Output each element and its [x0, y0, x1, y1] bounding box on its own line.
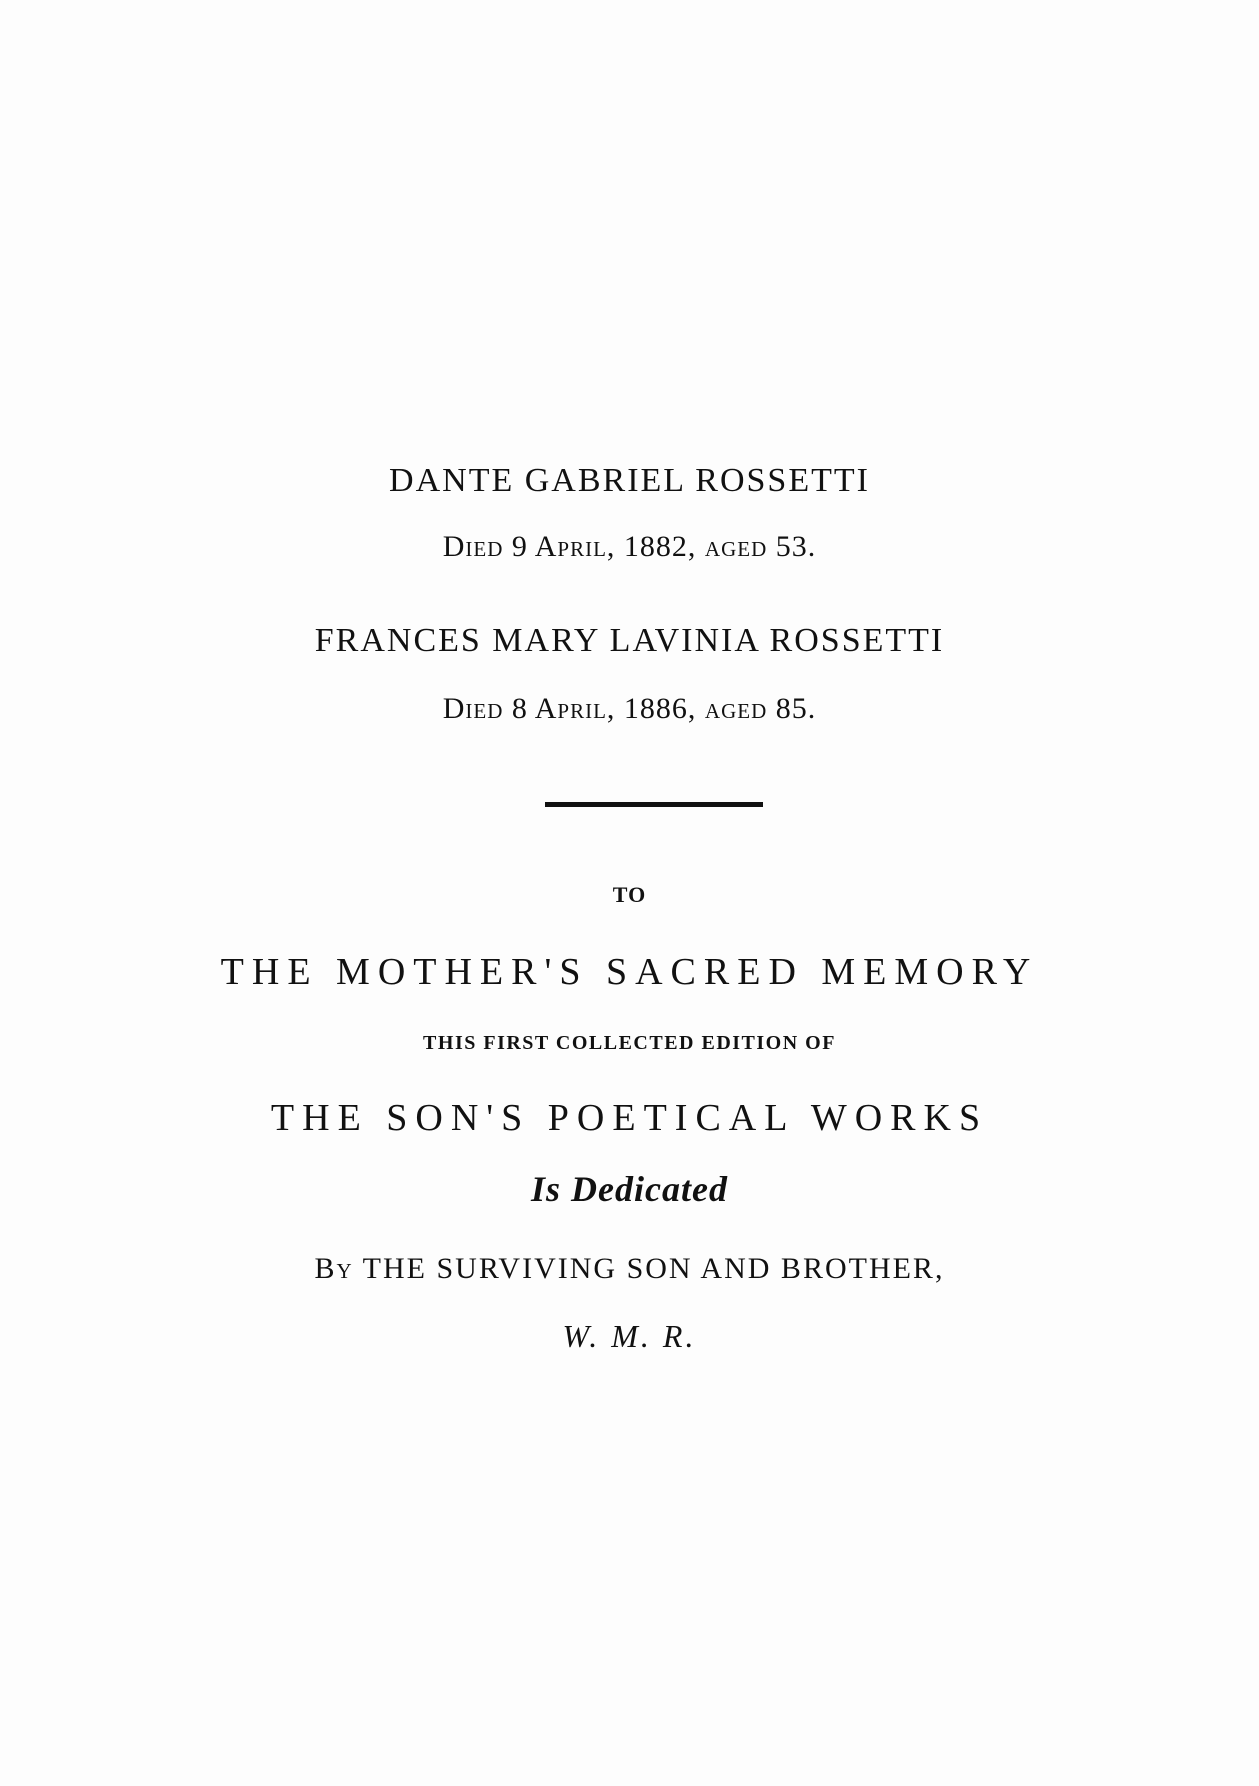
dedication-edition: THIS FIRST COLLECTED EDITION OF — [423, 1032, 836, 1054]
dedication-is-dedicated: Is Dedicated — [531, 1169, 728, 1209]
dedication-memory: THE MOTHER'S SACRED MEMORY — [220, 951, 1039, 993]
person1-name: DANTE GABRIEL ROSSETTI — [389, 462, 870, 499]
person2-death-date: Died 8 April, 1886, aged 85. — [442, 692, 817, 725]
dedication-initials: W. M. R. — [562, 1318, 697, 1354]
person1-death-date: Died 9 April, 1882, aged 53. — [442, 530, 817, 563]
separator-rule — [545, 802, 763, 807]
dedication-by: By THE SURVIVING SON AND BROTHER, — [314, 1252, 945, 1285]
dedication-works: THE SON'S POETICAL WORKS — [270, 1097, 989, 1139]
dedication-to: TO — [612, 882, 647, 907]
person2-name: FRANCES MARY LAVINIA ROSSETTI — [314, 622, 945, 659]
